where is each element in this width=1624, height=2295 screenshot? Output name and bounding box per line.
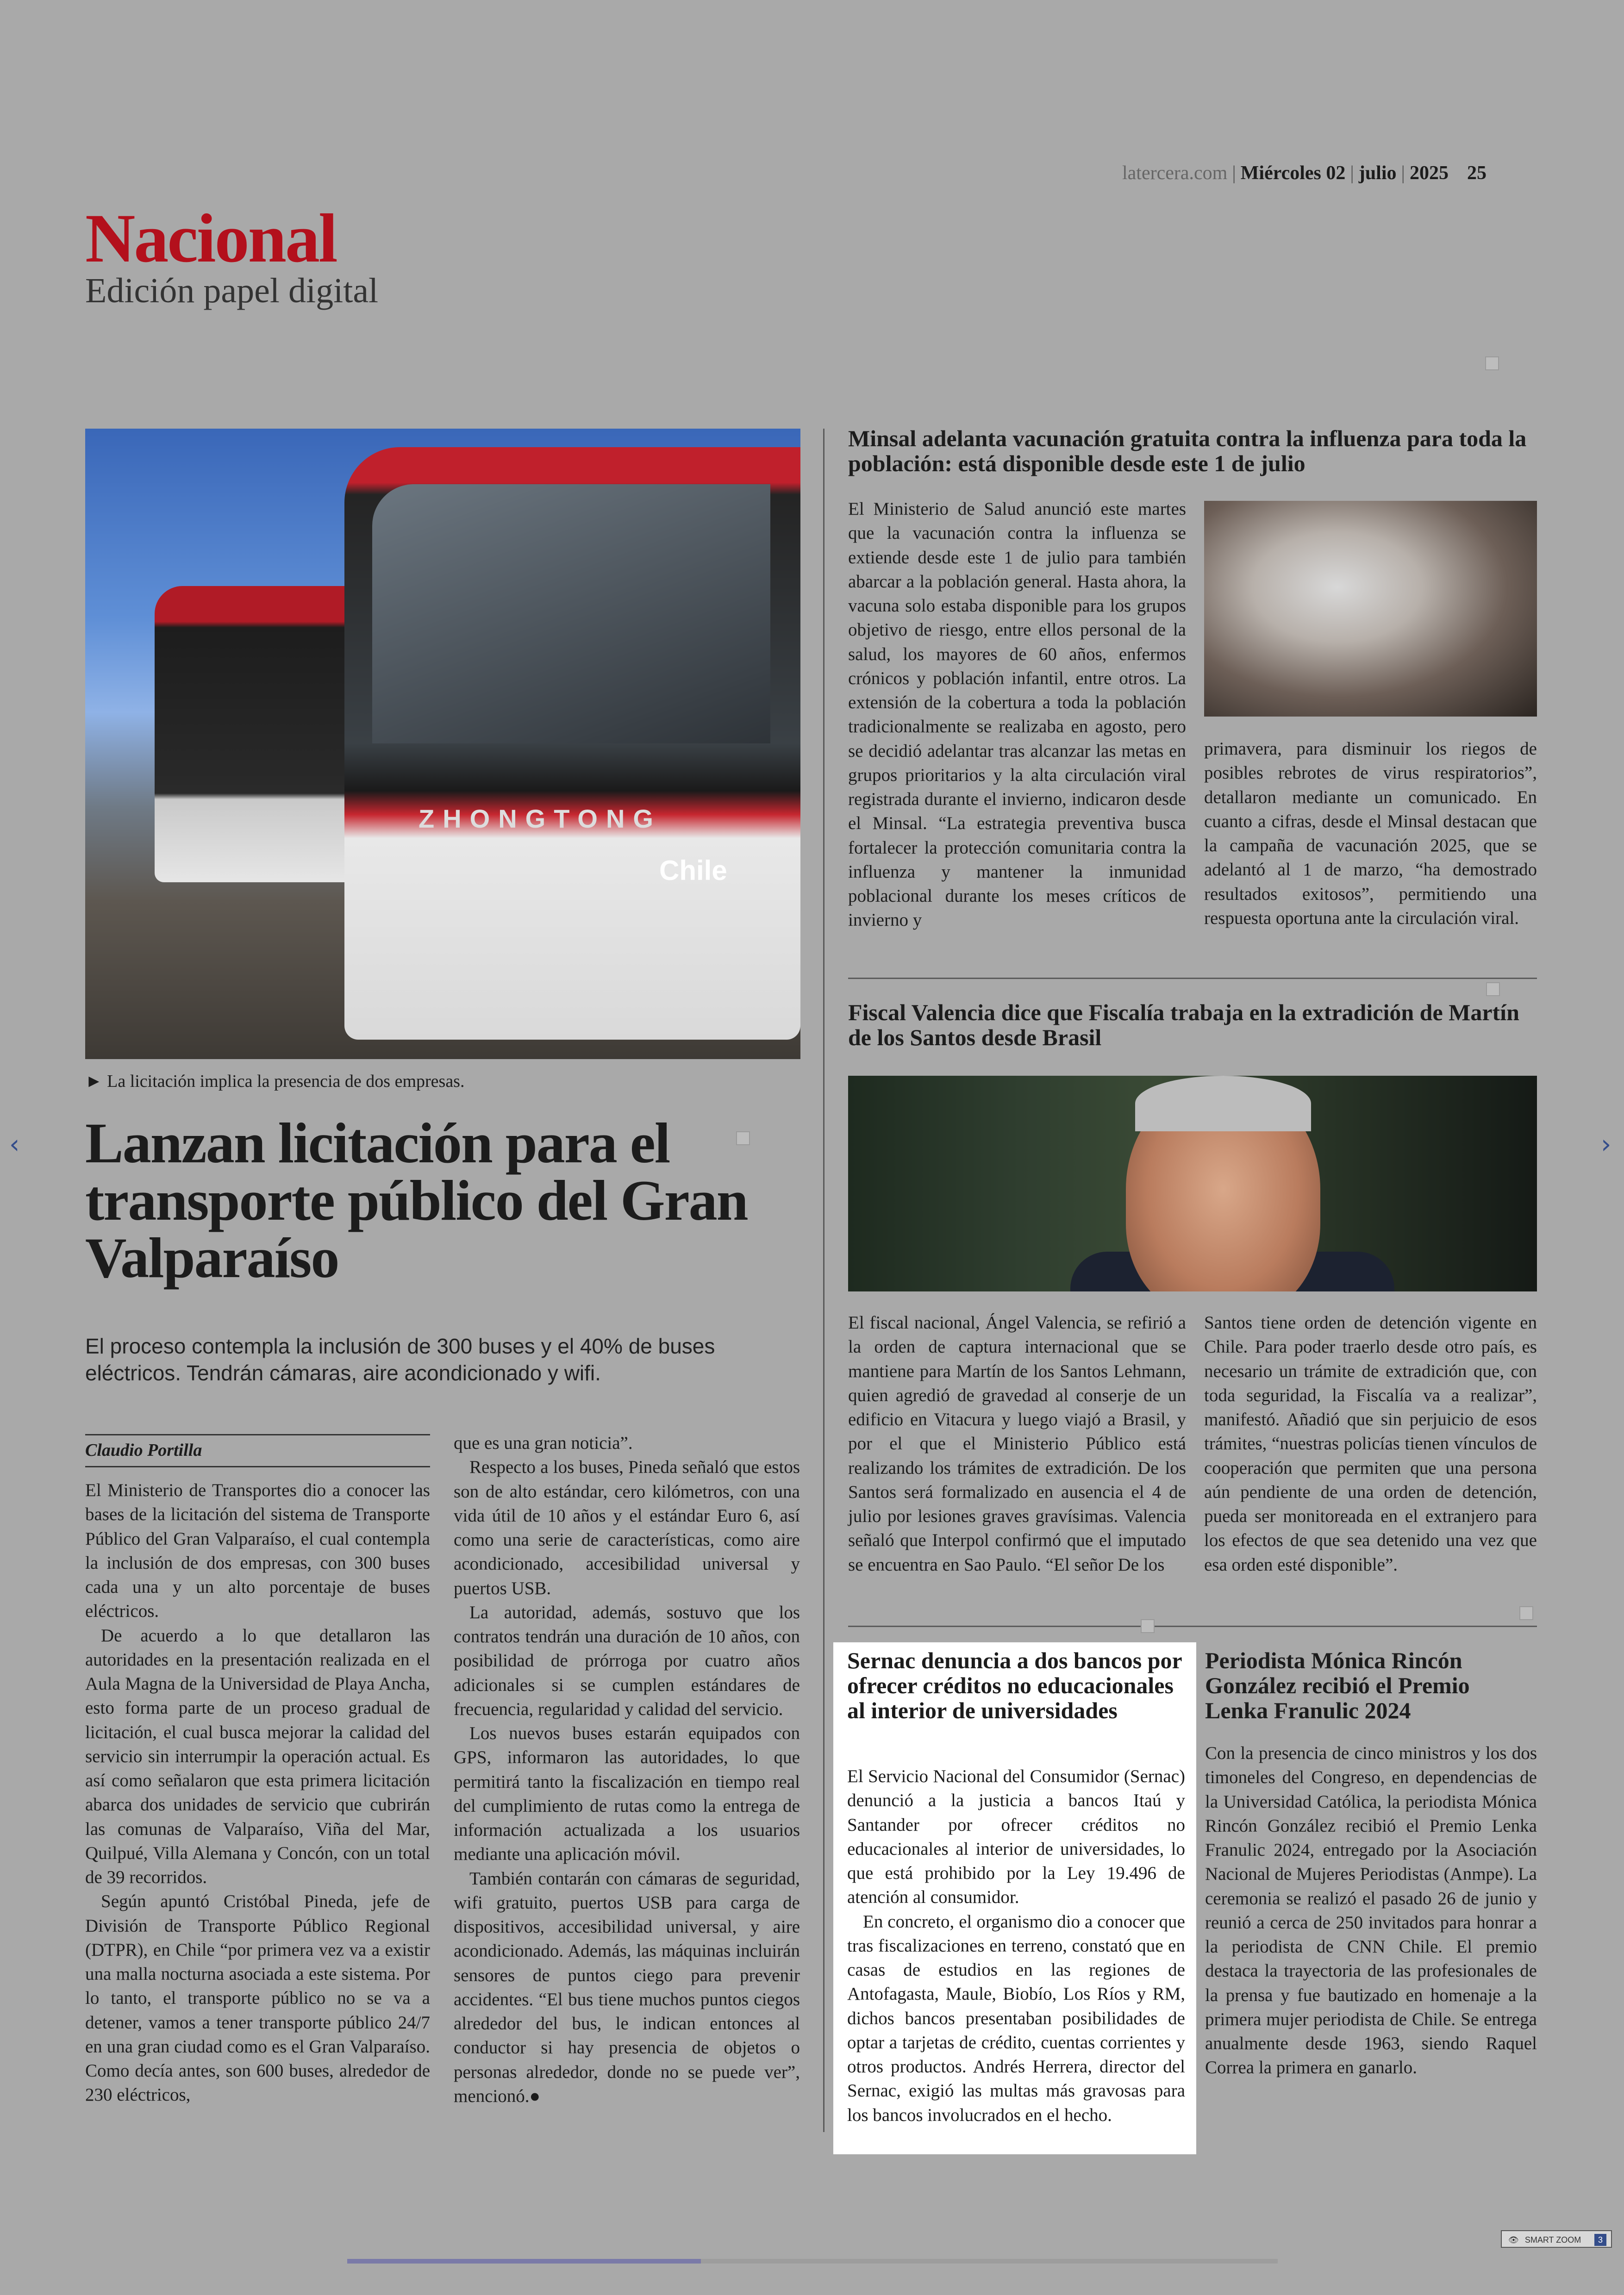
sernac-headline: Sernac denuncia a dos bancos por ofrecer créditos no educacionales al interior de universidades (847, 1647, 1182, 1723)
main-col1-p1: El Ministerio de Transportes dio a conocer las bases de la licitación del sistema de Transporte Público del Gran Valparaíso, el cual contempla la inclusión de dos empresas, con 300 buses cada una y un alto porcentaje de buses eléctricos. (85, 1480, 430, 1621)
minsal-col-1 (848, 497, 1186, 933)
main-col-2 (454, 1431, 800, 2108)
minsal-text-2: primavera, para disminuir los riegos de posibles rebrotes de virus respiratorios”, detallaron mediante un comunicado. En cuanto a cifras, desde el Minsal destacan que la campaña de vacunación 2025, que se adelantó al 1 de marzo, “ha demostrado resultados exitosos”, permitiendo una respuesta oportuna ante la circulación viral. (1204, 739, 1537, 928)
sernac-p1: El Servicio Nacional del Consumidor (Sernac) denunció a la justicia a bancos Itaú y Santander por ofrecer créditos no educacionales al interior de universidades, lo que está prohibido por la Ley 19.496 de atención al consumidor. (847, 1766, 1185, 1908)
article-marker-icon[interactable] (1486, 982, 1500, 996)
main-headline: Lanzan licitación para el transporte público del Gran Valparaíso (85, 1111, 748, 1290)
main-col2-p2: Respecto a los buses, Pineda señaló que estos son de alto estándar, cero kilómetros, con una vida útil de 10 años y el estándar Euro 6, así como una serie de características, como aire acondicionado, accesibilidad universal y puertos USB. (454, 1457, 800, 1598)
edition-subtitle: Edición papel digital (85, 271, 379, 310)
page-progress-fill (347, 2259, 701, 2264)
photo-caption: ► La licitación implica la presencia de dos empresas. (85, 1072, 465, 1091)
main-col-1 (85, 1478, 430, 2108)
header-date: Miércoles 02 (1240, 162, 1346, 184)
section-rule (848, 1626, 1537, 1627)
sernac-body (847, 1765, 1185, 2127)
fiscal-col-1 (848, 1311, 1186, 1577)
main-col1-p3: Según apuntó Cristóbal Pineda, jefe de División de Transporte Público Regional (DTPR), en Chile “por primera vez va a existir una malla nocturna asociada a este sistema. Por lo tanto, el transporte público no se va a detener, vamos a tener transporte público 24/7 en una gran ciudad como es el Gran Valparaíso. Como decía antes, son 600 buses, alrededor de 230 eléctricos, (85, 1891, 430, 2105)
header-year: 2025 (1409, 162, 1449, 184)
rincon-body (1205, 1741, 1537, 2080)
page-header-info: latercera.com | Miércoles 02 | julio | 2025 25 (1122, 162, 1487, 184)
fiscal-text-2: Santos tiene orden de detención vigente en Chile. Para poder traerlo desde otro país, es necesario un trámite de extradición que, con toda seguridad, la Fiscalía va a realizar”, manifestó. Añadió que sin perjuicio de esos trámites, “nuestras policías tienen vínculos de cooperación que permiten que una persona aún pendiente de una orden de detención, pueda ser monitoreada en el extranjero para los efectos de que sea detenido una vez que esa orden esté disponible”. (1204, 1313, 1537, 1575)
bus-photo (85, 429, 800, 1059)
sernac-p2: En concreto, el organismo dio a conocer que tras fiscalizaciones en terreno, constató que en casas de estudios en las regiones de Antofagasta, Maule, Biobío, Los Ríos y RM, dichos bancos presentaban posibilidades de optar a tarjetas de crédito, cuentas corrientes y otros productos. Andrés Herrera, director del Sernac, exigió las multas más gravosas para los bancos involucrados en el hecho. (847, 1911, 1185, 2125)
main-col1-p2: De acuerdo a lo que detallaron las autoridades en la presentación realizada en el Aula Magna de la Universidad de Playa Ancha, esto forma parte de un proceso gradual de licitación, el cual busca mejorar la calidad del servicio sin interrumpir la operación actual. Es así como señalaron que esta primera licitación abarca dos unidades de servicio que cubrirán las comunas de Valparaíso, Viña del Mar, Quilpué, Villa Alemana y Concón, con un total de 39 recorridos. (85, 1625, 430, 1887)
chevron-right-icon[interactable]: › (1601, 1129, 1612, 1160)
main-deck: El proceso contempla la inclusión de 300 buses y el 40% de buses eléctricos. Tendrán cámaras, aire acondicionado y wifi. (85, 1334, 715, 1385)
minsal-headline: Minsal adelanta vacunación gratuita contra la influenza para toda la población: está disponible desde este 1 de julio (848, 425, 1527, 476)
article-marker-icon[interactable] (1519, 1606, 1533, 1620)
main-col2-p4: Los nuevos buses estarán equipados con GPS, informaron las autoridades, lo que permitirá tanto la fiscalización en tiempo real del cumplimiento de rutas como la entrega de información actualizada a los usuarios mediante una aplicación móvil. (454, 1723, 800, 1865)
section-title: Nacional (85, 200, 337, 277)
minsal-text-1: El Ministerio de Salud anunció este martes que la vacunación contra la influenza se extiende desde este 1 de julio para también abarcar a la población general. Hasta ahora, la vacuna solo estaba disponible para los grupos objetivo de riesgo, entre ellos personal de la salud, los mayores de 60 años, enfermos crónicos y población infantil, entre otros. La extensión de la cobertura a toda la población tradicionalmente se realizaba en agosto, pero se decidió adelantar tras alcanzar las metas en grupos prioritarios y la alta circulación viral registrada durante el invierno, indicaron desde el Minsal. “La estrategia preventiva busca fortalecer la protección comunitaria contra la influenza y mantener la inmunidad poblacional durante los meses críticos de invierno y (848, 499, 1186, 930)
minsal-col-2 (1204, 737, 1537, 930)
vaccine-photo (1204, 501, 1537, 717)
chevron-left-icon[interactable]: ‹ (9, 1129, 20, 1160)
site-name: latercera.com (1122, 162, 1228, 184)
main-col2-p5: También contarán con cámaras de seguridad, wifi gratuito, puertos USB para carga de dispositivos, accesibilidad universal, y aire acondicionado. Además, las máquinas incluirán sensores de puntos ciego para prevenir accidentes. “El bus tiene muchos puntos ciegos alrededor del bus, le indican entonces al conductor si hay presencia de objetos o personas alrededor, donde no se puede ver”, mencionó.● (454, 1868, 800, 2106)
page-progress-bar[interactable] (347, 2259, 1278, 2264)
zoom-level: 3 (1594, 2234, 1606, 2246)
bus-right (344, 447, 800, 1040)
main-col2-p3: La autoridad, además, sostuvo que los contratos tendrán una duración de 10 años, con posibilidad de prórroga por cuatro años adicionales si se cumplen estándares de frecuencia, regularidad y calidad del servicio. (454, 1602, 800, 1719)
article-marker-icon[interactable] (1141, 1619, 1155, 1633)
header-month: julio (1358, 162, 1397, 184)
fiscal-photo (848, 1076, 1537, 1291)
fiscal-text-1: El fiscal nacional, Ángel Valencia, se refirió a la orden de captura internacional que se mantiene para Martín de los Santos Lehmann, quien agredió de gravedad al conserje de un edificio en Vitacura y luego viajó a Brasil, y por el que el Ministerio Público está realizando los trámites de extradición. De los Santos será formalizado en ausencia el 4 de julio por lesiones graves gravísimas. Valencia señaló que Interpol confirmó que el imputado se encuentra en Sao Paulo. “El señor De los (848, 1313, 1186, 1575)
author-byline: Claudio Portilla (85, 1434, 430, 1467)
smart-zoom-button[interactable] (1501, 2230, 1612, 2248)
main-col2-p1: que es una gran noticia”. (454, 1433, 633, 1453)
fiscal-col-2 (1204, 1311, 1537, 1577)
zoom-label: SMART ZOOM (1524, 2235, 1581, 2245)
rincon-text: Con la presencia de cinco ministros y los dos timoneles del Congreso, en dependencias de la Universidad Católica, la periodista Mónica Rincón González recibió el Premio Lenka Franulic 2024, entregado por la Asociación Nacional de Mujeres Periodistas (Anmpe). La ceremonia se realizó el pasado 26 de junio y reunió a cerca de 250 invitados para honrar a la periodista de CNN Chile. El premio destaca la trayectoria de las profesionales de la prensa y fue bautizado en homenaje a la primera mujer periodista de Chile. Se entrega anualmente desde 1963, siendo Raquel Correa la primera en ganarlo. (1205, 1743, 1537, 2078)
article-marker-icon[interactable] (1485, 356, 1499, 370)
rincon-headline: Periodista Mónica Rincón González recibió el Premio Lenka Franulic 2024 (1205, 1647, 1470, 1723)
page-number: 25 (1467, 162, 1487, 184)
bus-chile-text: Chile (659, 855, 727, 886)
eye-icon: 👁 (1508, 2235, 1519, 2245)
fiscal-headline: Fiscal Valencia dice que Fiscalía trabaja en la extradición de Martín de los Santos desde Brasil (848, 999, 1519, 1050)
section-rule (848, 978, 1537, 979)
bus-brand-text: ZHONGTONG (418, 804, 662, 833)
column-divider (823, 429, 824, 2132)
